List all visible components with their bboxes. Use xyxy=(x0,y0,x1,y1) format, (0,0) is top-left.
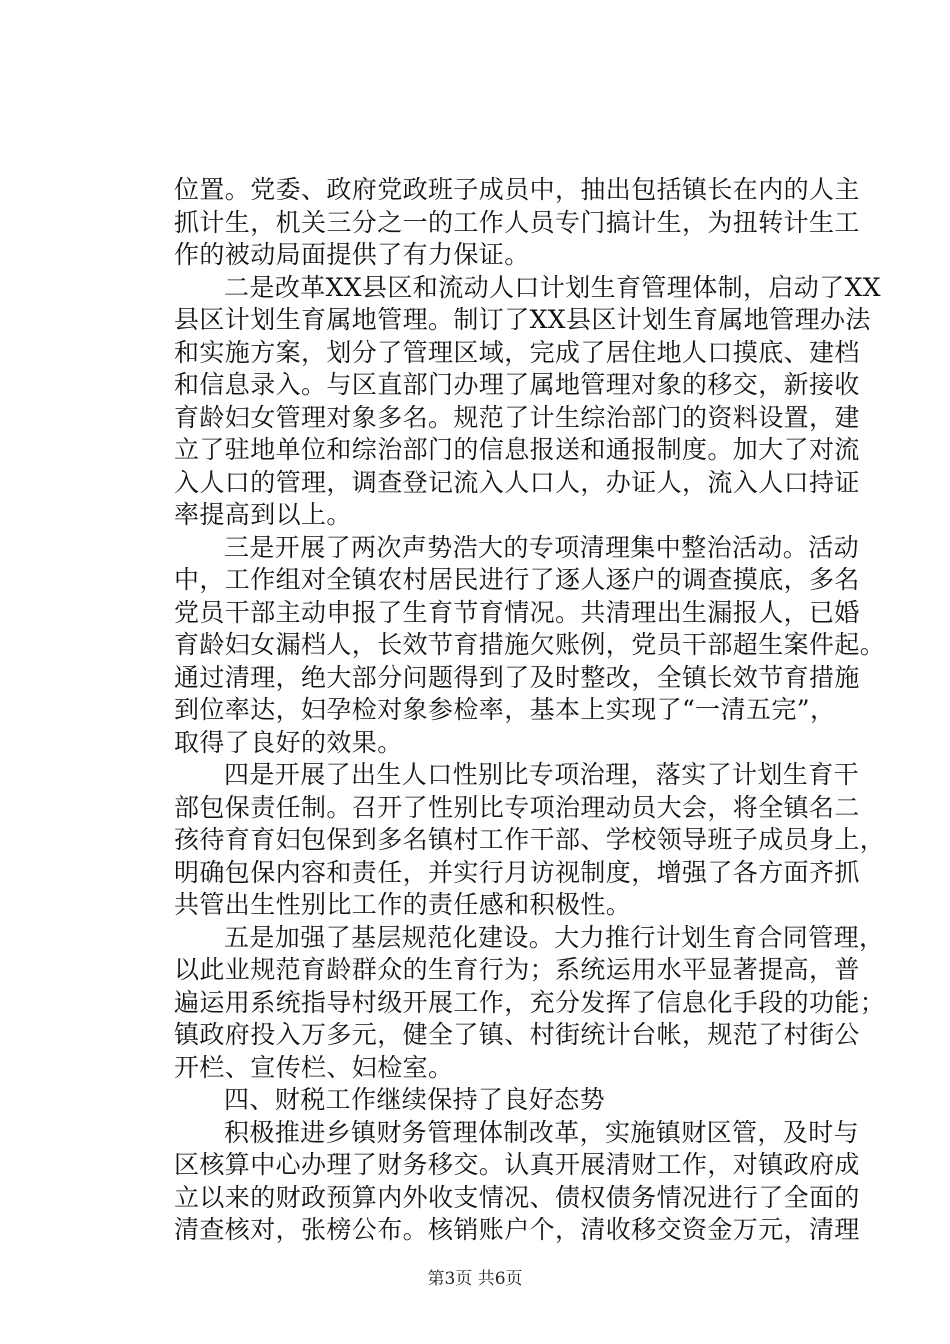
text-line: 和信息录入。与区直部门办理了属地管理对象的移交，新接收 xyxy=(174,370,860,399)
page-number-footer: 第3页 共6页 xyxy=(427,1269,523,1289)
text-line: 育龄妇女漏档人，长效节育措施欠账例，党员干部超生案件起。 xyxy=(174,630,886,659)
text-line: 四是开展了出生人口性别比专项治理，落实了计划生育干 xyxy=(224,760,860,789)
text-line: 积极推进乡镇财务管理体制改革，实施镇财区管，及时与 xyxy=(224,1117,860,1147)
text-line: 明确包保内容和责任，并实行月访视制度，增强了各方面齐抓 xyxy=(174,857,860,887)
text-line: 到位率达，妇孕检对象参检率，基本上实现了“一清五完”， xyxy=(174,695,836,724)
text-line: 部包保责任制。召开了性别比专项治理动员大会，将全镇名二 xyxy=(174,792,860,822)
text-line: 取得了良好的效果。 xyxy=(174,727,403,757)
section-heading xyxy=(174,1084,830,1117)
text-line: 共管出生性别比工作的责任感和积极性。 xyxy=(174,890,632,919)
text-line: 抓计生，机关三分之一的工作人员专门搞计生，为扭转计生工 xyxy=(174,207,860,237)
text-line: 二是改革XX县区和流动人口计划生育管理体制，启动了XX xyxy=(224,272,881,302)
paragraph xyxy=(174,532,886,760)
text-line: 率提高到以上。 xyxy=(174,500,352,529)
text-line: 孩待育育妇包保到多名镇村工作干部、学校领导班子成员身上， xyxy=(174,825,886,854)
text-line: 县区计划生育属地管理。制订了XX县区计划生育属地管理办法 xyxy=(174,305,871,334)
document-body xyxy=(174,174,886,1247)
text-line: 育龄妇女管理对象多名。规范了计生综治部门的资料设置，建 xyxy=(174,402,860,432)
text-line: 区核算中心办理了财务移交。认真开展清财工作，对镇政府成 xyxy=(174,1150,860,1179)
text-line: 和实施方案，划分了管理区域，完成了居住地人口摸底、建档 xyxy=(174,337,860,367)
text-line: 立以来的财政预算内外收支情况、债权债务情况进行了全面的 xyxy=(174,1182,860,1212)
text-line: 位置。党委、政府党政班子成员中，抽出包括镇长在内的人主 xyxy=(174,175,860,204)
text-line: 五是加强了基层规范化建设。大力推行计划生育合同管理， xyxy=(224,922,885,952)
text-line: 开栏、宣传栏、妇检室。 xyxy=(174,1052,454,1082)
text-line: 入人口的管理，调查登记流入人口人，办证人，流入人口持证 xyxy=(174,467,860,497)
paragraph xyxy=(174,174,860,272)
paragraph xyxy=(174,272,881,532)
text-line: 遍运用系统指导村级开展工作，充分发挥了信息化手段的功能； xyxy=(174,987,886,1017)
paragraph xyxy=(174,922,886,1085)
text-line: 三是开展了两次声势浩大的专项清理集中整治活动。活动 xyxy=(224,532,860,562)
text-line: 清查核对，张榜公布。核销账户个，清收移交资金万元，清理 xyxy=(174,1215,860,1244)
text-line: 四、财税工作继续保持了良好态势 xyxy=(224,1085,606,1114)
text-line: 镇政府投入万多元，健全了镇、村街统计台帐，规范了村街公 xyxy=(174,1020,860,1049)
text-line: 作的被动局面提供了有力保证。 xyxy=(174,240,530,269)
text-line: 通过清理，绝大部分问题得到了及时整改，全镇长效节育措施 xyxy=(174,662,860,692)
text-line: 以此业规范育龄群众的生育行为；系统运用水平显著提高，普 xyxy=(174,955,860,984)
text-line: 立了驻地单位和综治部门的信息报送和通报制度。加大了对流 xyxy=(174,435,860,464)
paragraph xyxy=(174,759,886,922)
paragraph xyxy=(174,1117,860,1247)
text-line: 党员干部主动申报了生育节育情况。共清理出生漏报人，已婚 xyxy=(174,597,860,627)
text-line: 中，工作组对全镇农村居民进行了逐人逐户的调查摸底，多名 xyxy=(174,565,860,594)
